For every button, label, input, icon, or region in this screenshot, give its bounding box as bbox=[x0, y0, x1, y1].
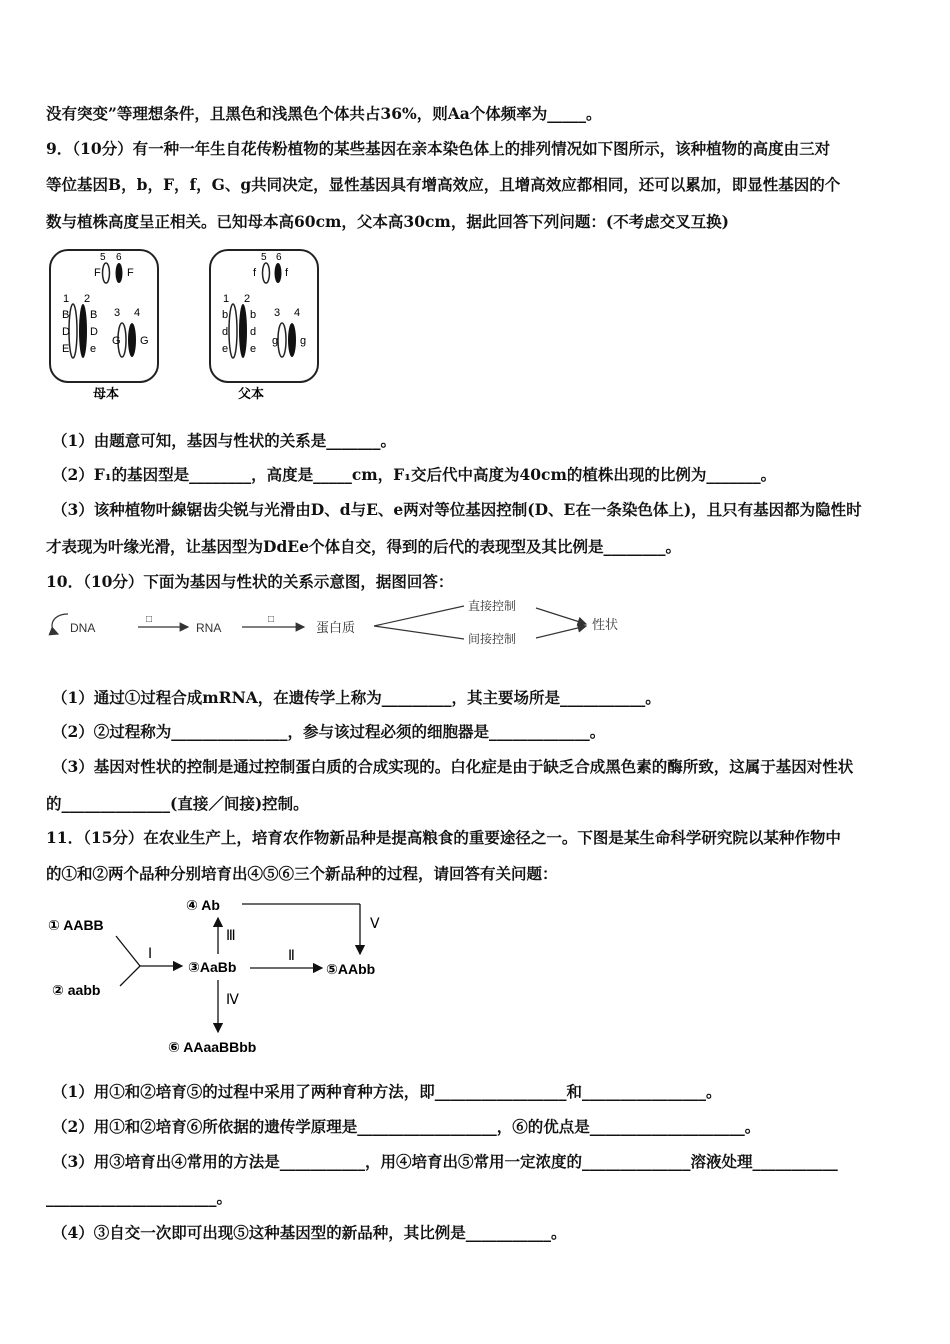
father-label-34-a: 3 bbox=[274, 307, 281, 319]
mother-label-56-b: 6 bbox=[116, 252, 122, 263]
mother-cell bbox=[50, 250, 158, 382]
father-gene-b1: b bbox=[222, 309, 229, 321]
father-gene-d2: d bbox=[250, 326, 257, 338]
mother-gene-B2: B bbox=[90, 309, 98, 321]
father-label-56-a: 5 bbox=[261, 252, 267, 263]
breeding-scheme-figure bbox=[46, 890, 406, 1060]
step2-label: □ bbox=[268, 614, 275, 625]
mother-gene-B1: B bbox=[62, 309, 70, 321]
q9-part3-line2: 才表现为叶缘光滑，让基因型为DdEe个体自交，得到的后代的表现型及其比例是________。 bbox=[46, 537, 681, 556]
mother-gene-D1: D bbox=[62, 326, 70, 338]
indirect-control-label: 间接控制 bbox=[468, 632, 517, 646]
father-gene-b2: b bbox=[250, 309, 257, 321]
mother-gene-F-right: F bbox=[127, 267, 134, 279]
q11-stem-1: 11．（15分）在农业生产上，培育农作物新品种是提高粮食的重要途径之一。下图是某生命科学研究院以某种作物中 bbox=[46, 828, 841, 847]
mother-gene-D2: D bbox=[90, 326, 98, 338]
q9-part3-line1: （3）该种植物叶線锯齿尖锐与光滑由D、d与E、e两对等位基因控制(D、E在一条染色体上)，且只有基因都为隐性时 bbox=[52, 500, 862, 519]
step-II: Ⅱ bbox=[288, 947, 295, 963]
q11-part2: （2）用①和②培育⑥所依据的遗传学原理是__________________，⑥的优点是____________________。 bbox=[52, 1117, 761, 1136]
father-gene-d1: d bbox=[222, 326, 229, 338]
variety-4: ④ Ab bbox=[186, 897, 220, 913]
text-line-1: 没有突变”等理想条件，且黑色和浅黑色个体共占36%，则Aa个体频率为_____。 bbox=[46, 104, 602, 123]
mother-label-12-b: 2 bbox=[84, 293, 91, 305]
father-label-12-b: 2 bbox=[244, 293, 251, 305]
father-gene-f-right: f bbox=[285, 267, 289, 279]
father-gene-e1: e bbox=[222, 343, 229, 355]
rna-label: RNA bbox=[196, 621, 222, 635]
father-gene-e2: e bbox=[250, 343, 257, 355]
mother-label-34-a: 3 bbox=[114, 307, 121, 319]
variety-6: ⑥ AAaaBBbb bbox=[168, 1039, 257, 1055]
q10-part3-line2: 的______________(直接／间接)控制。 bbox=[46, 794, 309, 813]
q11-part3-line2: ______________________。 bbox=[46, 1188, 233, 1207]
father-label-12-a: 1 bbox=[223, 293, 230, 305]
variety-3: ③AaBb bbox=[188, 959, 237, 975]
mother-label-56-a: 5 bbox=[100, 252, 106, 263]
q11-stem-2: 的①和②两个品种分别培育出④⑤⑥三个新品种的过程，请回答有关问题： bbox=[46, 864, 558, 883]
variety-2: ② aabb bbox=[52, 982, 101, 998]
father-gene-f-left: f bbox=[253, 267, 257, 279]
dna-label: DNA bbox=[70, 621, 96, 635]
variety-1: ① AABB bbox=[48, 917, 104, 933]
step-V: Ⅴ bbox=[370, 915, 380, 931]
mother-gene-G-right: G bbox=[140, 335, 149, 347]
father-label: 父本 bbox=[238, 387, 265, 402]
mother-gene-E1: E bbox=[62, 343, 70, 355]
q11-part1: （1）用①和②培育⑤的过程中采用了两种育种方法，即_________________和________________。 bbox=[52, 1082, 722, 1101]
step1-label: □ bbox=[146, 614, 153, 625]
q10-part1: （1）通过①过程合成mRNA，在遗传学上称为_________，其主要场所是___________。 bbox=[52, 688, 661, 707]
q9-part1: （1）由题意可知，基因与性状的关系是_______。 bbox=[52, 431, 397, 450]
q10-stem: 10．（10分）下面为基因与性状的关系示意图，据图回答： bbox=[46, 572, 454, 591]
mother-label-12-a: 1 bbox=[63, 293, 70, 305]
trait-label: 性状 bbox=[592, 618, 619, 633]
mother-label-34-b: 4 bbox=[134, 307, 141, 319]
father-label-56-b: 6 bbox=[276, 252, 282, 263]
step-I: Ⅰ bbox=[148, 945, 153, 961]
q11-part3-line1: （3）用③培育出④常用的方法是___________，用④培育出⑤常用一定浓度的______________溶液处理___________ bbox=[52, 1152, 838, 1171]
mother-gene-e2: e bbox=[90, 343, 97, 355]
q10-part2: （2）②过程称为_______________，参与该过程必须的细胞器是_____________。 bbox=[52, 722, 606, 741]
q11-part4: （4）③自交一次即可出现⑤这种基因型的新品种，其比例是___________。 bbox=[52, 1223, 567, 1242]
q9-stem-2: 等位基因B，b，F，f，G、g共同决定，显性基因具有增高效应，且增高效应都相同，还可以累加，即显性基因的个 bbox=[46, 175, 841, 194]
protein-label: 蛋白质 bbox=[316, 621, 356, 636]
q9-stem-1: 9．（10分）有一种一年生自花传粉植物的某些基因在亲本染色体上的排列情况如下图所示，该种植物的高度由三对 bbox=[46, 139, 831, 158]
father-gene-g-right: g bbox=[300, 335, 307, 347]
mother-gene-G-left: G bbox=[112, 335, 121, 347]
mother-gene-F-left: F bbox=[94, 267, 101, 279]
father-gene-g-left: g bbox=[272, 335, 279, 347]
step-IV: Ⅳ bbox=[226, 991, 239, 1007]
mother-label: 母本 bbox=[93, 387, 120, 402]
variety-5: ⑤AAbb bbox=[326, 961, 376, 977]
gene-trait-flow-figure bbox=[46, 596, 646, 656]
chromosome-figure bbox=[46, 246, 336, 406]
father-label-34-b: 4 bbox=[294, 307, 301, 319]
step-III: Ⅲ bbox=[226, 927, 236, 943]
father-cell bbox=[210, 250, 318, 382]
q9-stem-3: 数与植株高度呈正相关。已知母本高60cm，父本高30cm，据此回答下列问题：(不考虑交叉互换) bbox=[46, 212, 729, 231]
direct-control-label: 直接控制 bbox=[468, 599, 517, 613]
q9-part2: （2）F₁的基因型是________，高度是_____cm，F₁交后代中高度为40cm的植株出现的比例为_______。 bbox=[52, 465, 777, 484]
q10-part3-line1: （3）基因对性状的控制是通过控制蛋白质的合成实现的。白化症是由于缺乏合成黑色素的酶所致，这属于基因对性状 bbox=[52, 757, 854, 776]
